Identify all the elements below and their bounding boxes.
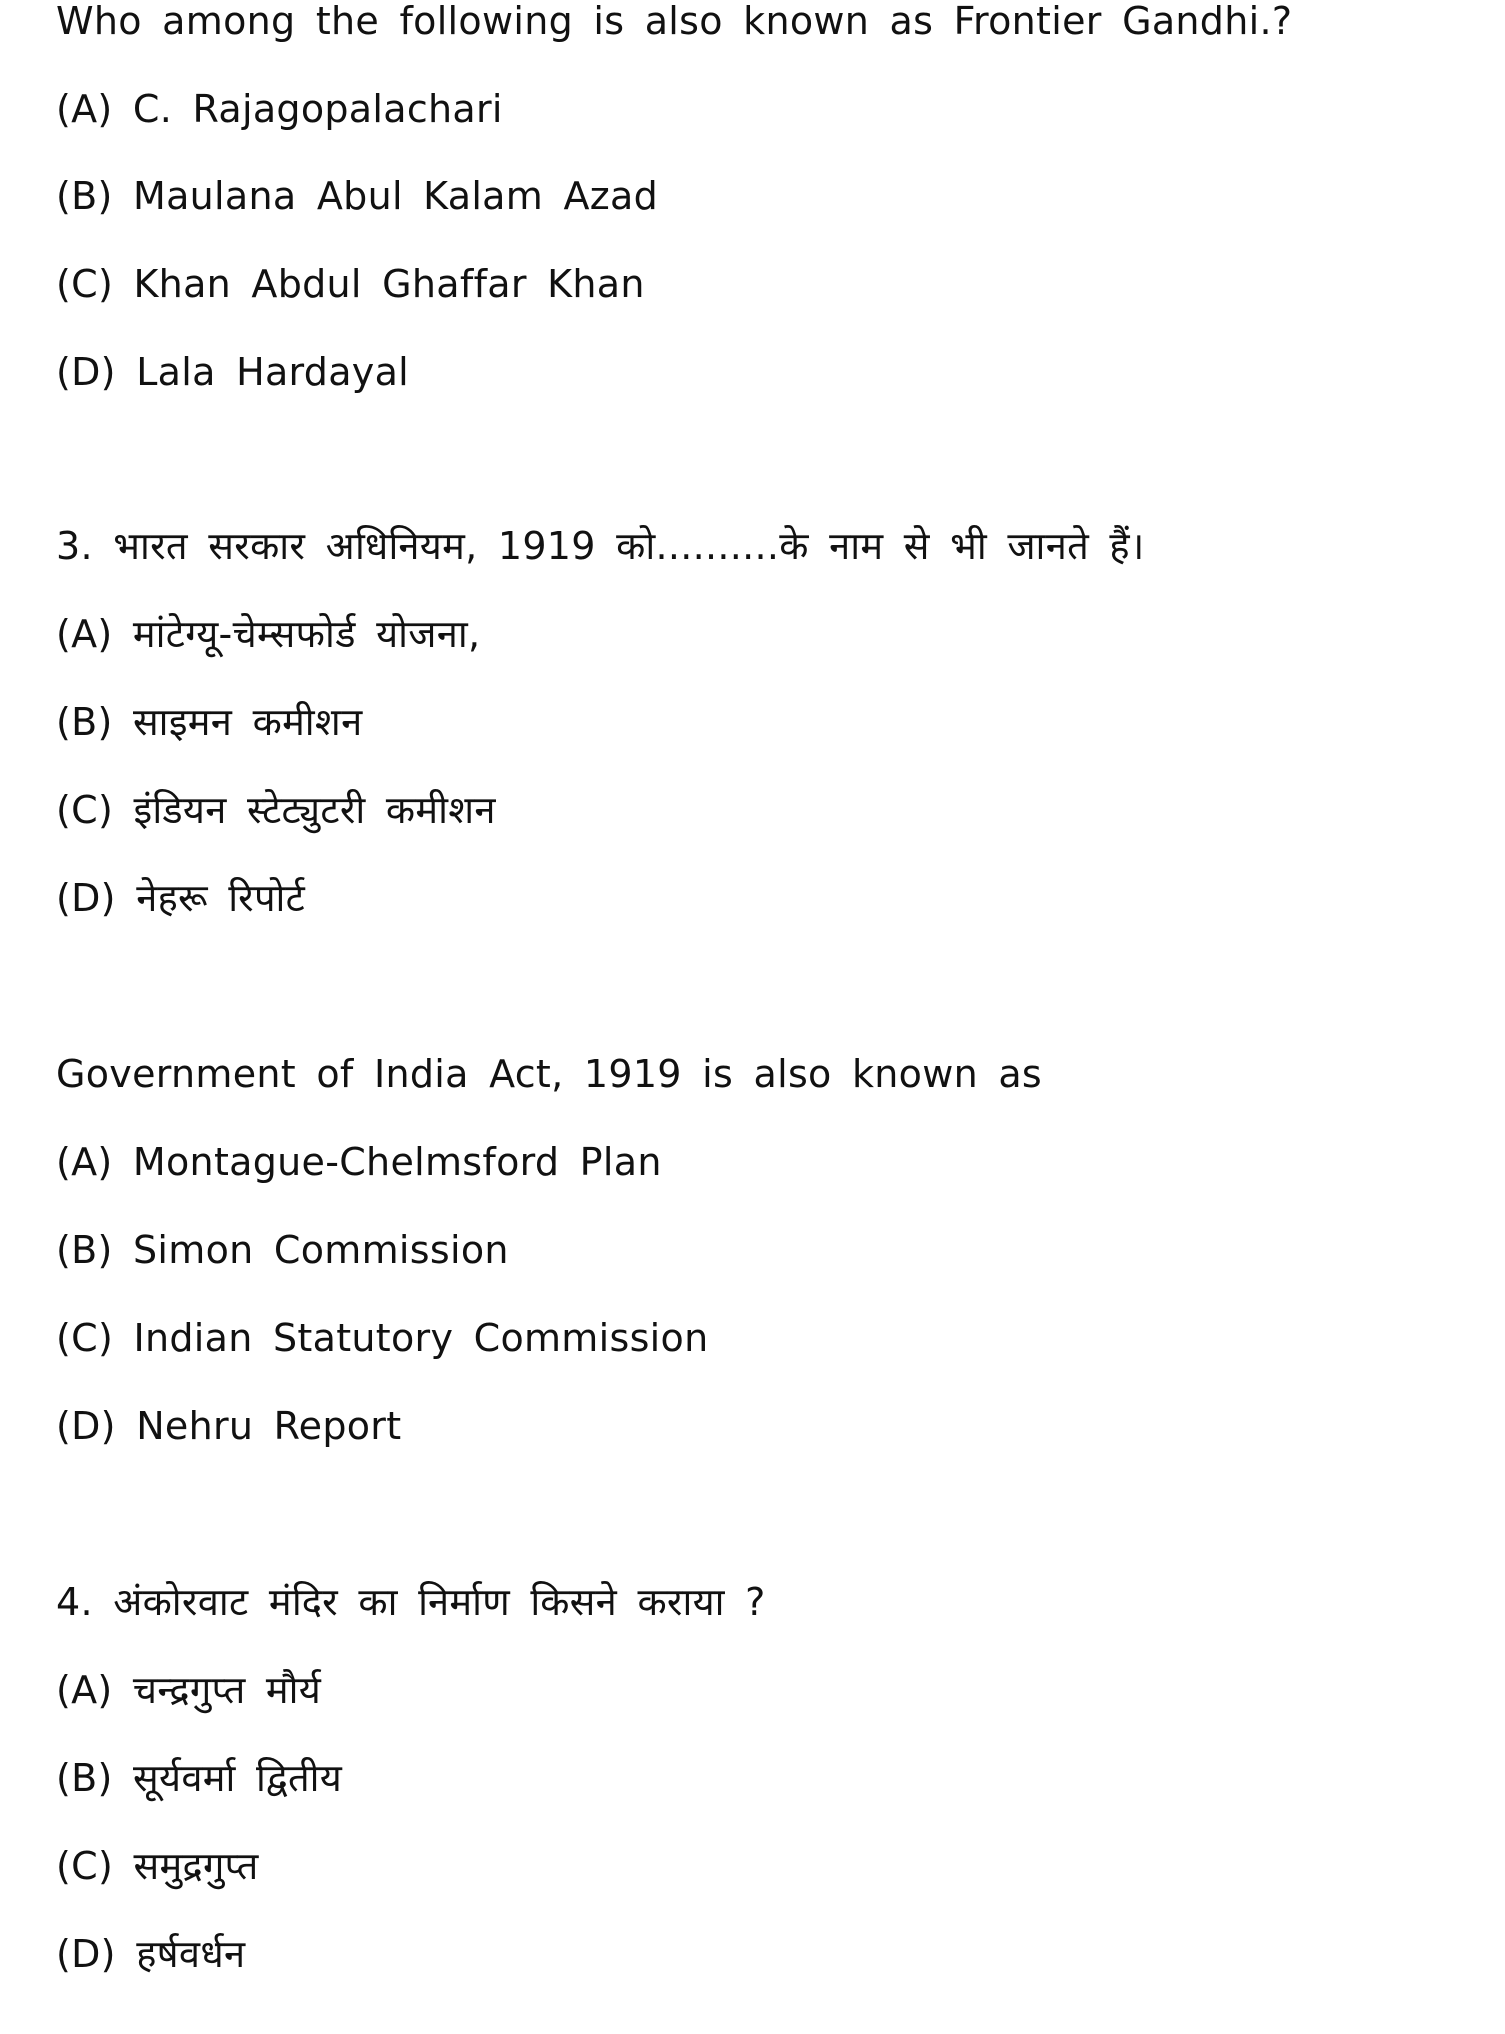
question-4-hindi: 4. अंकोरवाट मंदिर का निर्माण किसने कराया ? [56,1580,766,1624]
option-c: (C) Indian Statutory Commission [56,1316,709,1360]
question-frontier-gandhi: Who among the following is also known as Frontier Gandhi.? [56,0,1293,43]
option-d: (D) Lala Hardayal [56,350,410,394]
option-b: (B) सूर्यवर्मा द्वितीय [56,1756,343,1800]
option-a: (A) मांटेग्यू-चेम्सफोर्ड योजना, [56,612,481,656]
option-b: (B) साइमन कमीशन [56,700,363,744]
option-d: (D) नेहरू रिपोर्ट [56,876,306,920]
question-3-hindi: 3. भारत सरकार अधिनियम, 1919 को..........के नाम से भी जानते हैं। [56,524,1145,568]
option-d: (D) Nehru Report [56,1404,402,1448]
option-c: (C) Khan Abdul Ghaffar Khan [56,262,645,306]
option-a: (A) Montague-Chelmsford Plan [56,1140,662,1184]
option-b: (B) Maulana Abul Kalam Azad [56,174,659,218]
option-b: (B) Simon Commission [56,1228,509,1272]
option-c: (C) इंडियन स्टेट्युटरी कमीशन [56,788,496,832]
option-c: (C) समुद्रगुप्त [56,1844,259,1888]
option-a: (A) चन्द्रगुप्त मौर्य [56,1668,322,1712]
question-3-english: Government of India Act, 1919 is also known as [56,1052,1043,1096]
option-a: (A) C. Rajagopalachari [56,87,503,131]
option-d: (D) हर्षवर्धन [56,1932,246,1976]
